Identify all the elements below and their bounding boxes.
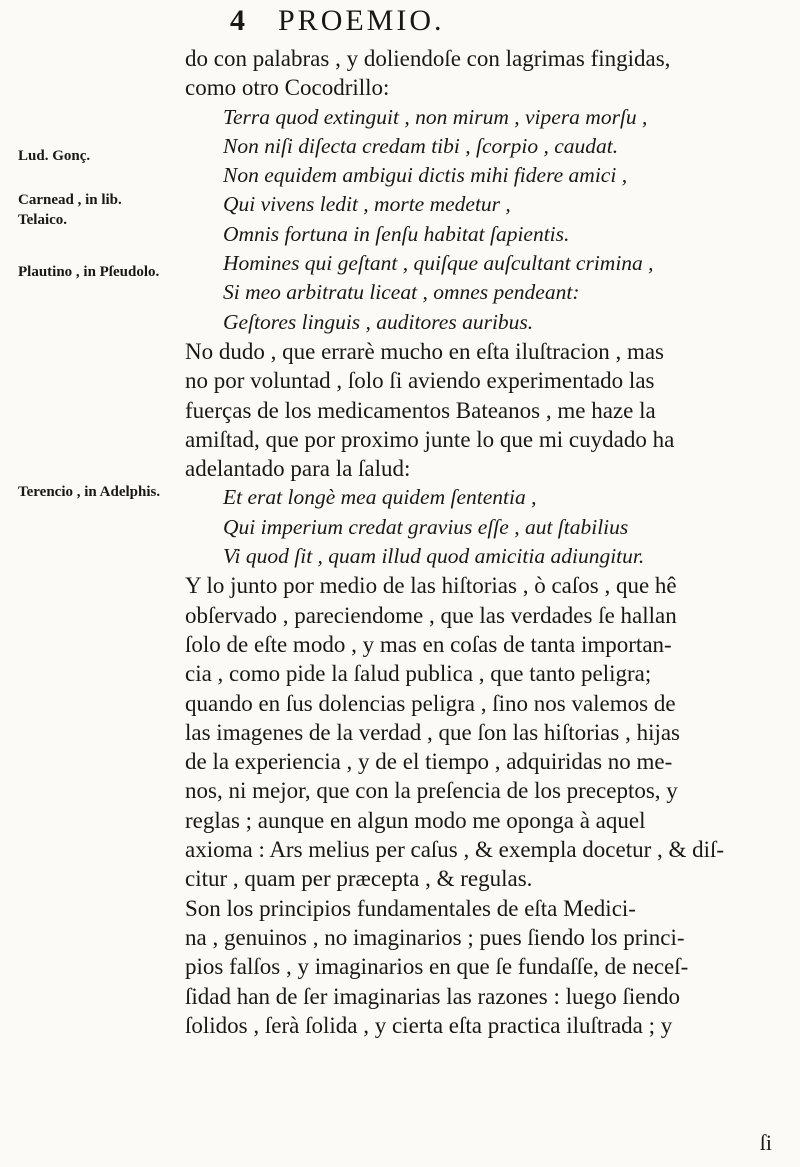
text-line: No dudo , que errarè mucho en eſta iluſtracion , mas bbox=[185, 338, 665, 364]
text-line: amiſtad, que por proximo junte lo que mi cuydado ha bbox=[185, 426, 675, 452]
text-line: fuerças de los medicamentos Bateanos , me haze la bbox=[185, 397, 656, 423]
verse-line: Omnis fortuna in ſenſu habitat ſapientis. bbox=[223, 221, 570, 246]
text-line: Son los principios fundamentales de eſta Medici- bbox=[185, 895, 636, 921]
margin-note: Lud. Gonç. bbox=[18, 148, 91, 164]
text-line: las imagenes de la verdad , que ſon las hiſtorias , hijas bbox=[185, 719, 681, 745]
text-line: do con palabras , y doliendoſe con lagrimas fingidas, bbox=[185, 46, 671, 71]
verse-line: Homines qui geſtant , quiſque auſcultant crimina , bbox=[223, 251, 654, 276]
text-line: obſervado , pareciendome , que las verdades ſe hallan bbox=[185, 602, 677, 628]
margin-note: Carnead , in lib. Telaico. bbox=[18, 192, 122, 228]
body-text bbox=[185, 44, 785, 1040]
verse-line: Qui vivens ledit , morte medetur , bbox=[223, 192, 511, 217]
running-title: PROEMIO. bbox=[278, 4, 445, 37]
text-line: no por voluntad , ſolo ſi aviendo experimentado las bbox=[185, 368, 655, 394]
text-line: reglas ; aunque en algun modo me oponga à aquel bbox=[185, 807, 646, 833]
verse-line: Si meo arbitratu liceat , omnes pendeant: bbox=[223, 280, 580, 305]
margin-note: Plautino , in Pſeudolo. bbox=[18, 264, 160, 280]
verse-line: Terra quod extinguit , non mirum , vipera morſu , bbox=[223, 104, 648, 129]
margin-note: Terencio , in Adelphis. bbox=[18, 484, 161, 500]
verse-line: Non equidem ambigui dictis mihi fidere amici , bbox=[223, 163, 628, 188]
verse-line: Geſtores linguis , auditores auribus. bbox=[223, 309, 534, 334]
text-line: ſidad han de ſer imaginarias las razones : luego ſiendo bbox=[185, 983, 680, 1009]
text-line: quando en ſus dolencias peligra , ſino nos valemos de bbox=[185, 690, 676, 716]
text-line: adelantado para la ſalud: bbox=[185, 456, 411, 482]
text-line: ſolidos , ſerà ſolida , y cierta eſta practica iluſtrada ; y bbox=[185, 1012, 673, 1038]
text-line: axioma : Ars melius per caſus , & exempla docetur , & diſ- bbox=[185, 837, 725, 863]
page-number: 4 bbox=[230, 4, 248, 37]
text-line: ſolo de eſte modo , y mas en coſas de tanta importan- bbox=[185, 631, 672, 657]
verse-line: Qui imperium credat gravius eſſe , aut ſtabilius bbox=[223, 514, 629, 539]
verse-line: Non niſi diſecta credam tibi , ſcorpio , caudat. bbox=[223, 133, 619, 158]
text-line: de la experiencia , y de el tiempo , adquiridas no me- bbox=[185, 749, 673, 775]
text-line: citur , quam per præcepta , & regulas. bbox=[185, 866, 533, 892]
text-line: na , genuinos , no imaginarios ; pues ſiendo los princi- bbox=[185, 924, 685, 950]
text-line: nos, ni mejor, que con la preſencia de los preceptos, y bbox=[185, 778, 678, 804]
text-line: pios falſos , y imaginarios en que ſe fundaſſe, de neceſ- bbox=[185, 954, 689, 980]
text-line: Y lo junto por medio de las hiſtorias , ò caſos , que hê bbox=[185, 573, 677, 599]
text-line: como otro Cocodrillo: bbox=[185, 75, 390, 101]
text-line: cia , como pide la ſalud publica , que tanto peligra; bbox=[185, 661, 652, 687]
verse-line: Et erat longè mea quidem ſententia , bbox=[223, 485, 537, 510]
catchword: ſi bbox=[759, 1130, 772, 1155]
verse-line: Vi quod ſit , quam illud quod amicitia adiungitur. bbox=[223, 544, 645, 569]
